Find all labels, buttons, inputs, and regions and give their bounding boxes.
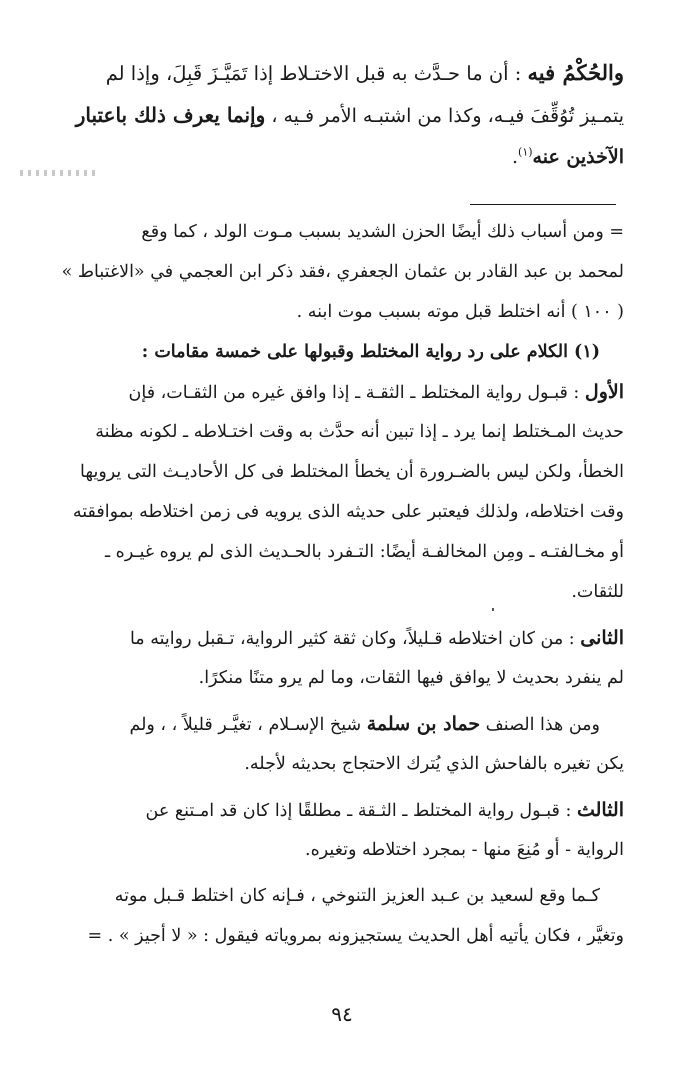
footnote-line-12: لم ينفرد بحديث لا يوافق فيها الثقات، وما لم يرو متنًا منكرًا. <box>198 668 624 688</box>
label-third: الثالث <box>576 799 624 821</box>
footnote-line-2: لمحمد بن عبد القادر بن عثمان الجعفري ،فقد ذكر ابن العجمي في «الاغتباط » <box>61 262 624 282</box>
main-line-1 <box>40 52 624 94</box>
footnote-heading: (١) الكلام على رد رواية المختلط وقبولها على خمسة مقامات : <box>141 342 600 362</box>
footnote-line-9: أو مخـالفتـه ـ ومِن المخالفـة أيضًا: التـفرد بالحـديث الذى لم يروه غيـره ـ <box>104 542 624 562</box>
footnote-line-16: الرواية - أو مُنِعَ منها - بمجرد اختلاطه وتغيره. <box>305 840 624 860</box>
label-second: الثانى <box>580 627 624 649</box>
footnote-line-3: ( ١٠٠ ) أنه اختلط قبل موته بسبب موت ابنه . <box>296 302 624 322</box>
scan-dot <box>492 608 494 611</box>
footnote-line-5 <box>40 372 624 412</box>
name-hammad: حماد بن سلمة <box>366 713 481 735</box>
footnote-line-18: وتغيَّر ، فكان يأتيه أهل الحديث يستجيزونه بمروياته فيقول : « لا أجيز » . = <box>87 926 624 946</box>
footnote-marker: (١) <box>518 145 533 159</box>
main-line-2-text: يتمـيز تُوُقِّفَ فيـه، وكذا من اشتبـه الأمر فـيه ، <box>271 105 624 127</box>
main-line-3 <box>40 136 624 178</box>
page-number: ٩٤ <box>331 1002 353 1026</box>
footnote-line-7: الخطأ، ولكن ليس بالضـرورة أن يخطأ المختلط فى كل الأحاديـث التى يرويها <box>80 462 624 482</box>
footnote-line-15 <box>40 790 624 830</box>
emphasis-akhidhin: الآخذين عنه <box>532 146 624 168</box>
footnote-line-11 <box>40 618 624 658</box>
footnote-line-17: كـما وقع لسعيد بن عـبد العزيز التنوخي ، فـإنه كان اختلط قـبل موته <box>114 886 600 906</box>
main-line-2 <box>40 94 624 136</box>
emphasis-phrase: وإنما يعرف ذلك باعتبار <box>75 103 266 127</box>
footnote-line-10: للثقات. <box>571 582 624 602</box>
footnote-line-14: يكن تغيره بالفاحش الذي يُترك الاحتجاج بحديثه لأجله. <box>244 754 624 774</box>
footnote-block <box>40 212 624 956</box>
footnote-line-6: حديث المـختلط إنما يرد ـ إذا تبين أنه حدَّث به وقت اختـلاطه ـ لكونه مظنة <box>95 422 624 442</box>
first-rest: : قبـول رواية المختلط ـ الثقـة ـ إذا وافق غيره من الثقـات، فإن <box>128 383 580 403</box>
footnote-line-13 <box>40 704 624 744</box>
main-text <box>40 52 624 178</box>
second-rest: : من كان اختلاطه قـليلاً، وكان ثقة كثير الرواية، تـقبل روايته ما <box>129 629 575 649</box>
term-hukm: والحُكْمُ فيه <box>527 60 624 85</box>
label-first: الأول <box>584 381 624 403</box>
main-line-3-end: . <box>511 146 519 168</box>
main-line-1-text: : أن ما حـدَّث به قبل الاختـلاط إذا تَمَيَّـزَ قَبِلَ، وإذا لم <box>105 62 522 85</box>
third-rest: : قبـول رواية المختلط ـ الثـقة ـ مطلقًا إذا كان قد امـتنع عن <box>145 801 572 821</box>
footnote-line-1: = ومن أسباب ذلك أيضًا الحزن الشديد بسبب مـوت الولد ، كما وقع <box>141 222 624 242</box>
line13-b: شيخ الإسـلام ، تغيَّـر قليلاً ، ، ولم <box>129 715 362 735</box>
footnote-line-8: وقت اختلاطه، ولذلك فيعتبر على حديثه الذى يرويه فى زمن اختلاطه بموافقته <box>72 502 624 522</box>
line13-a: ومن هذا الصنف <box>485 715 600 735</box>
footnote-separator <box>470 204 616 205</box>
